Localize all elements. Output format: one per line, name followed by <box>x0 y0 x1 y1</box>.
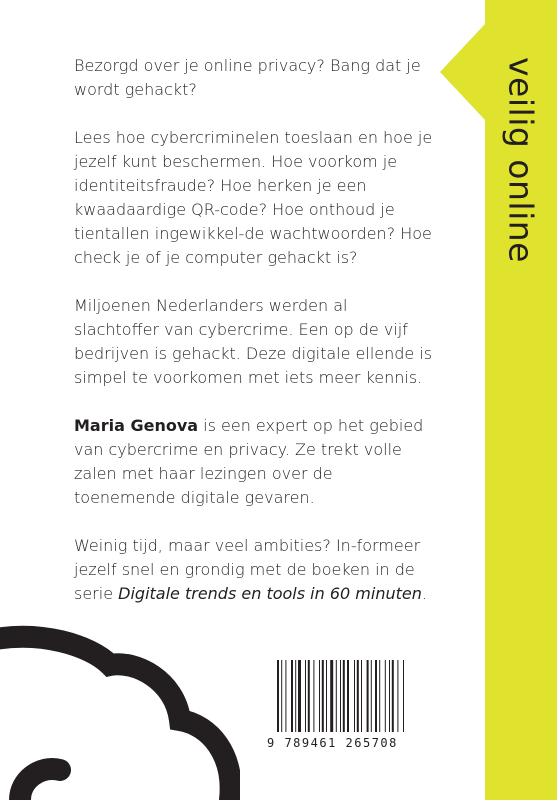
barcode-stripe <box>322 660 324 732</box>
barcode-stripe <box>371 660 372 732</box>
barcode-stripe <box>319 660 320 732</box>
isbn-number: 9 789461 265708 <box>267 736 398 750</box>
barcode-stripe <box>397 660 398 732</box>
barcode-stripe <box>295 660 296 732</box>
barcode-stripe <box>285 660 286 732</box>
barcode-stripe <box>281 660 282 732</box>
blurb-paragraph-5 <box>74 534 436 606</box>
spine-tab <box>440 24 485 120</box>
blurb-paragraph-2: Lees hoe cybercriminelen toeslaan en hoe je jezelf kunt beschermen. Hoe voorkom je identiteitsfraude? Hoe herken je een kwaadaardige QR-code? Hoe onthoud je tientallen ingewikkel-de wachtwoorden? Hoe check je of je computer gehackt is? <box>74 128 433 267</box>
barcode-stripe <box>336 660 337 732</box>
barcode-stripe <box>361 660 362 732</box>
barcode-stripe <box>392 660 394 732</box>
blurb-paragraph-1: Bezorgd over je online privacy? Bang dat je wordt gehackt? <box>74 56 421 99</box>
cloud-outline-icon <box>0 620 240 800</box>
barcode-stripe <box>367 660 369 732</box>
blurb-paragraph-4 <box>74 414 436 510</box>
barcode-stripe <box>277 660 279 732</box>
series-title: Digitale trends en tools in 60 minuten <box>118 584 422 603</box>
barcode-stripe <box>379 660 380 732</box>
back-cover-blurb <box>74 54 436 630</box>
barcode-stripe <box>305 660 306 732</box>
barcode-stripe <box>403 660 404 732</box>
barcode-stripe <box>298 660 301 732</box>
author-bio: is een expert op het gebied van cybercrime en privacy. Ze trekt volle zalen met haar lezingen over de toenemende digitale gevaren. <box>74 416 424 507</box>
barcode-stripe <box>347 660 349 732</box>
series-intro: Weinig tijd, maar veel ambities? In-formeer jezelf snel en grondig met de boeken in de serie <box>74 536 421 603</box>
barcode-stripe <box>357 660 359 732</box>
blurb-paragraph-3: Miljoenen Nederlanders werden al slachtoffer van cybercrime. Een op de vijf bedrijven is gehackt. Deze digitale ellende is simpel te voorkomen met iets meer kennis. <box>74 296 433 387</box>
barcode-bars <box>267 656 435 734</box>
isbn-barcode <box>267 656 435 754</box>
barcode-stripe <box>389 660 390 732</box>
barcode-stripe <box>326 660 327 732</box>
barcode-stripe <box>385 660 386 732</box>
spine-title: veilig online <box>501 57 541 263</box>
barcode-stripe <box>291 660 293 732</box>
barcode-stripe <box>308 660 310 732</box>
barcode-stripe <box>340 660 341 732</box>
barcode-stripe <box>375 660 377 732</box>
barcode-stripe <box>354 660 355 732</box>
barcode-stripe <box>343 660 345 732</box>
barcode-stripe <box>313 660 314 732</box>
author-name: Maria Genova <box>74 416 199 435</box>
barcode-stripe <box>330 660 333 732</box>
series-end: . <box>421 584 427 603</box>
